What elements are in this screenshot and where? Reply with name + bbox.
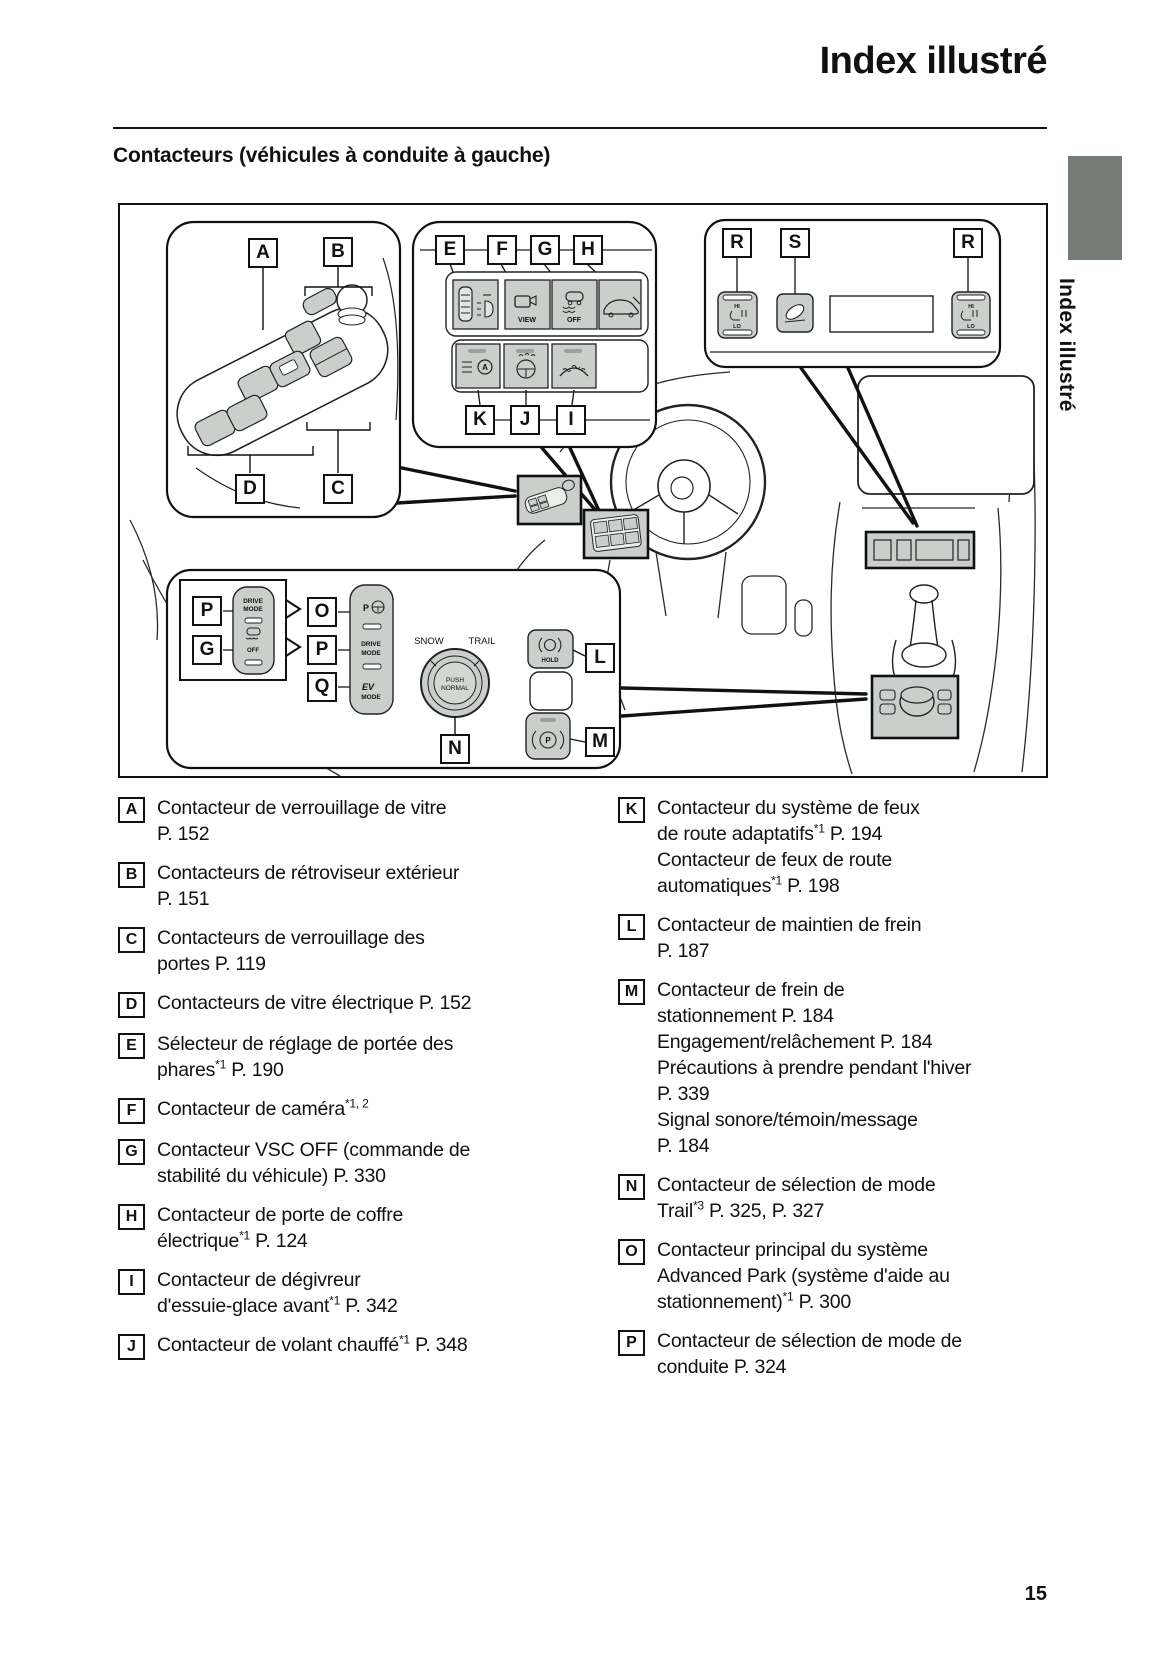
callout-i: I <box>556 405 586 435</box>
console-vents-inset <box>866 532 974 568</box>
callout-g-vsc: G <box>192 635 222 665</box>
legend-key-l: L <box>618 914 645 940</box>
callout-k: K <box>465 405 495 435</box>
drive-label-1: DRIVE <box>243 598 263 605</box>
door-switch-inset-2 <box>584 510 648 558</box>
legend-text-g: Contacteur VSC OFF (commande de stabilité du véhicule) P. 330 <box>157 1139 471 1187</box>
legend-column-right <box>618 795 1050 1393</box>
callout-p-mode: P <box>307 635 337 665</box>
legend-text-o: Contacteur principal du système Advanced Park (système d'aide au stationnement)$^{*1}$ P. 300 <box>657 1239 950 1313</box>
legend-item-e <box>118 1031 590 1083</box>
center-display <box>858 376 1034 494</box>
legend-key-o: O <box>618 1239 645 1265</box>
legend-key-d: D <box>118 992 145 1018</box>
hold-label: HOLD <box>541 658 559 664</box>
legend-text-c: Contacteurs de verrouillage des portes P. 119 <box>157 927 425 975</box>
callout-d: D <box>235 474 265 504</box>
heater-hi-right: HI <box>968 304 974 310</box>
legend-item-m <box>618 977 1050 1159</box>
section-heading: Contacteurs (véhicules à conduite à gauche) <box>113 144 551 167</box>
legend-text-f: Contacteur de caméra$^{*1, 2}$ <box>157 1096 369 1120</box>
legend-text-e: Sélecteur de réglage de portée des phares$^{*1}$ P. 190 <box>157 1033 454 1081</box>
drive-label-2: DRIVE <box>361 641 381 648</box>
chapter-tab-label: Index illustré <box>1055 278 1078 412</box>
callout-s: S <box>780 228 810 258</box>
legend-text-d: Contacteurs de vitre électrique P. 152 <box>157 992 472 1014</box>
mode-label-1: MODE <box>243 606 263 613</box>
legend-item-h <box>118 1202 590 1254</box>
legend-text-a: Contacteur de verrouillage de vitre P. 152 <box>157 797 447 845</box>
callout-f: F <box>487 235 517 265</box>
legend-item-i <box>118 1267 590 1319</box>
vsc-off-label: OFF <box>567 317 581 324</box>
auto-a-label: A <box>482 363 488 372</box>
legend-key-j: J <box>118 1334 145 1360</box>
legend-item-l <box>618 912 1050 964</box>
legend-text-h: Contacteur de porte de coffre électrique$^{*1}$ P. 124 <box>157 1204 404 1252</box>
lumbar-support-button <box>777 294 813 332</box>
legend-text-j: Contacteur de volant chauffé$^{*1}$ P. 348 <box>157 1332 468 1356</box>
legend-item-k <box>618 795 1050 899</box>
gear-shifter <box>893 585 956 686</box>
legend-key-a: A <box>118 797 145 823</box>
legend-key-f: F <box>118 1098 145 1124</box>
seat-heater-right-button <box>952 292 990 338</box>
legend-text-l: Contacteur de maintien de frein P. 187 <box>657 914 922 962</box>
legend-key-e: E <box>118 1033 145 1059</box>
blank-switch <box>530 672 572 710</box>
callout-r-right: R <box>953 228 983 258</box>
legend-text-m: Contacteur de frein de stationnement P. 184 Engagement/relâchement P. 184 Précautions à prendre pendant l'hiver P. 339 Signal sonore/témoin/message P. 184 <box>657 979 972 1157</box>
legend-column-left <box>118 795 590 1393</box>
legend-item-g <box>118 1137 590 1189</box>
title-rule <box>113 127 1047 129</box>
heater-hi-left: HI <box>734 304 740 310</box>
legend-key-i: I <box>118 1269 145 1295</box>
view-label: VIEW <box>518 317 536 324</box>
chapter-tab <box>1068 156 1122 260</box>
callout-l: L <box>585 643 615 673</box>
callout-m: M <box>585 727 615 757</box>
legend-key-g: G <box>118 1139 145 1165</box>
legend-item-n <box>618 1172 1050 1224</box>
legend-item-c <box>118 925 590 977</box>
page-number: 15 <box>1024 1583 1047 1605</box>
blank-switch-plate <box>830 296 933 332</box>
legend-key-h: H <box>118 1204 145 1230</box>
callout-o: O <box>307 597 337 627</box>
push-label: PUSH <box>445 677 465 684</box>
snow-label: SNOW <box>414 636 444 647</box>
legend-item-a <box>118 795 590 847</box>
legend-key-b: B <box>118 862 145 888</box>
p-park-label: P <box>362 603 370 613</box>
door-switch-inset-1 <box>518 476 581 524</box>
console-dial-inset <box>872 676 958 738</box>
callout-h: H <box>573 235 603 265</box>
page-title: Index illustré <box>819 40 1047 82</box>
legend-item-j <box>118 1332 590 1360</box>
mode-label-2: MODE <box>361 650 381 657</box>
heater-lo-right: LO <box>967 324 975 330</box>
legend-key-n: N <box>618 1174 645 1200</box>
seat-heater-left-button <box>718 292 757 338</box>
trail-label: TRAIL <box>468 636 496 647</box>
legend-key-k: K <box>618 797 645 823</box>
off-label-small: OFF <box>247 648 259 654</box>
callout-c: C <box>323 474 353 504</box>
normal-label: NORMAL <box>441 685 469 692</box>
legend-item-d <box>118 990 590 1018</box>
callout-b: B <box>323 237 353 267</box>
legend-text-b: Contacteurs de rétroviseur extérieur P. 151 <box>157 862 460 910</box>
callout-r-left: R <box>722 228 752 258</box>
legend-item-b <box>118 860 590 912</box>
ev-mode-label: MODE <box>361 694 381 701</box>
heater-lo-left: LO <box>733 324 741 330</box>
callout-g: G <box>530 235 560 265</box>
legend-text-p: Contacteur de sélection de mode de conduite P. 324 <box>657 1330 962 1378</box>
callout-p-drive: P <box>192 596 222 626</box>
legend-item-o <box>618 1237 1050 1315</box>
legend-text-n: Contacteur de sélection de mode Trail$^{*3}$ P. 325, P. 327 <box>657 1174 936 1222</box>
callout-j: J <box>510 405 540 435</box>
legend-item-f <box>118 1096 590 1124</box>
callout-a: A <box>248 238 278 268</box>
legend <box>118 795 1050 1393</box>
callout-e: E <box>435 235 465 265</box>
callout-n: N <box>440 734 470 764</box>
legend-item-p <box>618 1328 1050 1380</box>
callout-q: Q <box>307 672 337 702</box>
legend-key-p: P <box>618 1330 645 1356</box>
p-brake-label: P <box>545 736 551 745</box>
legend-text-i: Contacteur de dégivreur d'essuie-glace avant$^{*1}$ P. 342 <box>157 1269 398 1317</box>
ev-label: EV <box>361 682 375 692</box>
legend-key-m: M <box>618 979 645 1005</box>
legend-key-c: C <box>118 927 145 953</box>
legend-text-k: Contacteur du système de feux de route adaptatifs$^{*1}$ P. 194 Contacteur de feux de route automatiques$^{*1}$ P. 198 <box>657 797 920 897</box>
